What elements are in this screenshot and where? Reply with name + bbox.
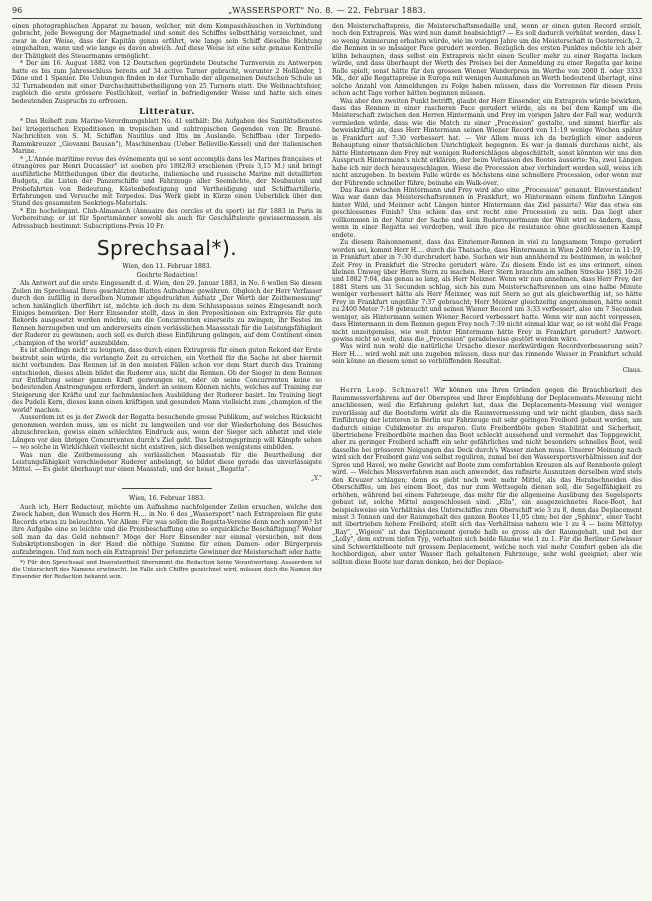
addressee-name: Herrn Leop. Schmarel! <box>340 387 430 395</box>
letter1-paragraph-1: Als Antwort auf die erste Eingesandt d. d. Wien, den 29. Januar 1883, in No. 6 wollen Sie diesen Zeilen im Sprechsaal Ihres geschätzten Blattes Aufnahme gewähren. Obgleich der Herr Verfasser durch den zufällig in derselben Nummer abgedruckten Aufsatz „Der Werth der Zeitbemessung" schon hinlänglich überführt ist, möchte ich doch zu dem Schlusspassus seines Eingesandt noch Einiges bemerken. Der Herr Einsender stellt, dass in den Propositionen ein Extrapreis für gute Rekords ausgesetzt werden möchte, um die Concurrenten einerseits zu zwingen, ihr Bestes im Rennen herzugeben und um andererseits einen verlässlichen Maassstab für die Leistungsfähigkeit der Ruderer zu gewinnen; auch soll es durch diese Einführung gelingen, auf dem Continent einen „champion of the world" auszubilden. <box>12 280 322 347</box>
page-header <box>12 6 642 19</box>
turnverein-paragraph: * Der am 16. August 1882 von 12 Deutschen gegründete Deutsche Turnverein zu Antwerpen hatte es bis zum Jahresschluss bereits auf 34 active Turner gebracht, worunter 2 Holländer, 1 Däne und 1 Spanier. Die Uebungen finden in der Turnhalle der allgemeinen Deutschen Schule an 32 Turnabenden mit einer Durchschnittsbetheiligung von 25 Turnern statt. Die Weihnachtsfeier, zugleich die erste grössere Festlichkeit, verlief in befriedigender Weise und hatte sich eines bedeutenden Zuspruchs zu erfreuen. <box>12 60 322 105</box>
claus-signature: Claus. <box>622 366 642 374</box>
right-paragraph-4: Zu diesem Raisonnement, dass das Einriemer-Rennen in viel zu langsamem Tempo gerudert worden sei, kommt Herr H…. durch die Thatsache, dass Hintermann in Wien 2400 Meter in 11:19, in Frankfurt aber in 7:30 durchrudert habe. Suchen wir nun annähernd zu bestimmen, in welcher Zeit Frey in Frankfurt die Strecke gerudert wäre. Zu diesem Ende ist es uns erinnert, einen kleinen Umweg über Herrn Stern zu machen. Herr Stern brauchte am selben Strecke 1881 10:26 und 1882 7:04, das genau so lang, als Herr Meixner. Wenn wir nun annehmen, dass Herr Frey, der 1881 Stern um 31 Secunden schlug, sich bis zum Meisterschaftsrennen um eine halbe Minute weniger verbessert hätte als Herr Meixner, was mit Stern so gut als gleichwerthig ist, so hätte Frey in Frankfurt ungefähr 7:37 gebraucht; Herr Meixner gleichzeitig angenommen, hätte somit zu 2400 Meter 7:18 gebraucht und seinen Wiener Record um 3:33 verbessert, also um 7 Secunden weniger, als Hintermann seinen Wiener Record verbessert hatte. Wenn wir nun nicht vergessen, dass Hintermann in dem Rennen gegen Frey noch 7:39 nicht einmal klar war, so ist wohl die Frage nicht unzeitgemäss, wie weit hinter Hintermann hätte Frey in Frankfurt gerudert? Antwort: gewiss nicht so weit, dass die „Procession" geradelweise gestört worden wäre. <box>332 239 642 344</box>
litteratur-item-2: * „L'Année maritime revue des événements qui se sont accomplis dans les Marines françaises et étrangères par Henri Ducassier" ist soeben pro 1882/83 erschienen (Preis 3,15 M.) und bringt ausführliche Mittheilungen über die deutsche, italienische und russische Marine mit detaillirten Budgets, die Listen der Panzerschiffe und Fahrzeuge aller Seemächte, der Neubauten und Probefahrten von Bedeutung, Küstenbefestigung und Vertheidigung und Schiffsartillerie, Erfahrungen und Versuche mit Torpedos. Das Werk giebt in Kürze einen Ueberblick über den Stand des gesammten Seekriegs-Materials. <box>12 155 322 208</box>
right-paragraph-5: Was wird nun wohl die natürliche Ursache dieser merkwürdigen Recordverbesserung sein? Herr H…. wird wohl mit uns zugeben müssen, dass nur das rinnende Wasser in Frankfurt schuld sein könne an diesem sonst so verblüffenden Resultat. <box>332 343 642 366</box>
running-title: „WASSERSPORT" No. 8. — 22. Februar 1883. <box>228 6 426 15</box>
sprechsaal-heading: Sprechsaal*). <box>96 236 238 261</box>
letter1-dateline: Wien, den 11. Februar 1883. <box>122 263 212 271</box>
litteratur-heading: Litteratur. <box>139 106 195 117</box>
right-paragraph-3: Das Race zwischen Hintermann und Frey wird also eine „Procession" genannt. Einverstanden! Was war dann das Meisterschaftsrennen in Frankfurt, wo Hintermann einem fünfzehn Längen hinter Wild, und Meixner acht Längen hinter Hintermann das Ziel passirte? War das etwa ein geschlossenes Finish? Uns schien das erst recht eine Procession zu sein. Das liegt aber vollkommen in der Natur der Sache und kein Ruderreportmann der Welt wird es ändern, dass, wenn in einer Regatta sei verdorben, weil ihre pice de resistance ohne geschlossenen Kampf endete. <box>332 186 642 239</box>
page-number: 96 <box>12 6 23 15</box>
litteratur-item-1: * Das Beiheft zum Marine-Verordnungsblatt No. 41 enthält: Die Aufgaben des Sanitätsdienstes bei kriegerischen Expeditionen in tropischen und subtropischen Gegenden von Dr. Brauné. Nachrichten von S. M. Schiffen Nautilus und Iltis im Auslande. Schiffbau (der Torpedo-Rammkreuzer „Giovanni Bausan"), Maschinenbau (Ueber Belleville-Kessel) und der italienischen Marine. <box>12 118 322 156</box>
letter2-dateline: Wien, 16. Februar 1883. <box>129 495 205 503</box>
right-column <box>332 23 642 901</box>
intro-paragraph: einen photographischen Apparat zu bauen, welcher, mit dem Kompasshäuschen in Verbindung gebracht, jede Bewegung der Magnetnadel und somit des Schiffes selbstthätig verzeichnet, und zwar in der Weise, dass der Kapitän genau erfährt, wie lange sein Schiff dieselbe Richtung eingehalten, wann und wie lange es davon abwich. Auf diese Weise ist eine sehr genaue Kontrolle der Thätigkeit des Steuermanns ermöglicht. <box>12 23 322 60</box>
letter1-salutation: Geehrte Redaction! <box>136 271 198 279</box>
letter1-paragraph-2: Es ist allerdings nicht zu leugnen, dass durch einen Extrapreis für einen guten Rekord der Erste bestrebt sein würde, die verlangte Zeit zu erreichen, ein Vortheil für die Sache ist aber hiermit nicht verbunden. Das Rennen ist in den meisten Fällen schon vor dem Start durch das Training entschieden, dieses allein bildet die Ruderer aus, nicht die Rennen. Ob der Sieger in dem Rennen zur Entfaltung seiner ganzen Kraft gezwungen ist, oder ob seine Concurrenten keine so bedeutenden Anstrengungen erfordern, ändert an seinem Können nichts, welches auf Training zur Steigerung der Kräfte und zur fachmännischen Ausbildung der Ruderer basirt. Im Training liegt des Pudels Kern, dieses kann einen kräftigen und gesunden Mann vielleicht zum „champion of the world" machen. <box>12 347 322 414</box>
letter1-paragraph-3: Ausserdem ist es ja der Zweck der Regatta besuchende grosse Publikum, auf welches Rücksicht genommen werden muss, um es nicht zu langweilen und vor der Wiederholung des Besuches abzuschrecken, gewiss einen schlechten Eindruck aus, wenn der Sieger sich abhetzt und viele Längen vor den übrigen Concurrenten durch's Ziel geht. Das Leistungsprinzip will Kämpfe sehen — wo solche in Wirklichkeit vielleicht nicht existiren, sich dieselben wenigstens einbilden. <box>12 414 322 452</box>
letter1-signature: „Y." <box>311 474 322 482</box>
left-column <box>12 23 322 901</box>
right-paragraph-1: den Meisterschaftspreis, die Meisterschaftsmedaille und, wenn er einen guten Record erzielt, noch den Extrapreis. Was wird nun damit beabsichtigt? — Es soll dadurch verhütet werden, dass I. so wenig Animierung erhalten würde, wie im vorigen Jahre um die Meisterschaft in Oesterreich, 2. die Rennen in so mässiger Pace gerudert werden. Bezüglich des ersten Punktes möchte ich aber kühn behaupten, dass selbst ein Extrapreis nicht einen Sculler mehr zu einer Regatta locken würde, und dass überhaupt der Werth des Preises bei der Anmeldung zu einer Regatta gar keine Rolle spielt, sonst hätte für den grossen Wiener Wanderpreis im Werthe von 2000 fl. oder 3333 Mk., der alle Regattapreise in Europa mit wenigen Ausnahmen an Werth bedeutend übertagt, eine solche Anzahl von Anmeldungen zu Folge haben müssen, dass die Vorrennen für diesen Preis schon acht Tage vorher hätten beginnen müssen. <box>332 23 642 98</box>
right-paragraph-2: Was aber den zweiten Punkt betrifft, glaubt der Herr Einsender, ein Extrapreis würde bewirken, dass das Rennen in einer rascheren Pace gerudert würde, als es bei dem Kampf um die Meisterschaft zwischen den Herren Hintermann und Frey im vorigen Jahre der Fall war, wodurch vermieden würde, dass wie die Match zu einer „Procession" gestalte, und nimmt hierfür als beweiskräftig an, dass Herr Hintermann seinen Wiener Record von 11:19 wenige Wochen später in Frankfurt auf 7:30 verbessert hat. — Vor Allem muss ich da bezüglich einer anderen Behauptung einer thatsächlichen Unrichtigkeit begegnen. Es war ja damals durchaus nicht, als hätte Hintermann den Frey mit wenigen Ruderschlägen abgeschüttelt, sonst könnten wir uns den Ausspruch Hintermann's nicht erklären, der beim Verlassen des Bootes äusserte: Na, zwei Längen habe ich mir doch herausgeschlagen. Wiese die Procession aber verhindert werden soll, weiss ich nicht anzugeben. In bestem Falle würde es höchstens eine schnellere Procession, oder wenn nur der Führende schneller führe, beinahe ein Walk-over. <box>332 97 642 187</box>
right-divider <box>442 380 532 381</box>
columns <box>12 23 642 901</box>
letter2-paragraph: Auch ich, Herr Redacteur, möchte um Aufnahme nachfolgender Zeilen ersuchen, welche den Zweck haben, den Wunsch des Herrn H…. in No. 6 des „Wassersport" nach Extrapreisen für gute Records etwas zu beleuchten. Vor Allem: Für was sollen die Regatta-Vereine denn noch sorgen? Ist ihre Aufgabe eine so leichte und die Preisbeschaffung eine so erquickliche Beschäftigung? Woher soll man da das Geld nehmen? Möge der Herr Einsender nur einmal versuchen, mit dem Subskriptionsbogen in der Hand die nöthige Summe für einen Damen- oder Bürgerpreis aufzubringen. Und nun noch ein Extrapreis! Der potenzirte Gewinner der Meisterschaft oder hatte <box>12 503 322 556</box>
right-paragraph-6-text: Wir können uns Ihren Gründen gegen die Brauchbarkeit des Raummessverfahrens auf der Oberspree und Ihrer Empfehlung der Deplacements-Messung nicht anschliessen, weil die Erfahrung gelehrt hat, dass die Deplacements-Messung viel weniger zuverlässig auf die Bootsform wirkt als die Raumvermessung und wir nicht glauben, dass nach Einführung der letzteren in Berlin nur Fahrzeuge mit sehr geringen Freibord gebaut werden, um dadurch einige Cubikmeter zu ersparen. Gute Freibordböte geben Stabilität und Sicherheit, übertriebene Freibordböte machen das Boot schleckt aussehend und vermehrt das Toppgewicht, aber zu geringer Freibord schafft ein sehr gefährliches und nicht besonders schnelles Boot, weil dasselbe bei grösseren Neigungen das Deck durch's Wasser ziehen muss. Unserer Meinung nach wird sich der Freibord ganz von selbst reguliren, zumal bei den Wassersportsverhältnissen auf der Spree und Havel, wo mehr Gewicht auf Boote zum comfortablen Kreuzen als auf Rennboote gelegt wird. — Welches Messverfahren man auch anwendet, das rafinirte Ausnutzen derselben wird stets den Kreuzer schlagen; denn es giebt noch weit mehr Mittel, als das Herabschneiden des Oberschiffes, um bei einem Boot, das nur zum Wettsegeln dienen soll, die Segelfähigkeit zu erhöhen, während bei einem Fahrzeuge, das mehr für die allgemeine Ausübung des Segelsports gebaut ist, solche Mittel ausgeschlossen sind. „Ella", ein ausgezeichnetes Race-Boot, hat beispielsweise ein Verhältniss des Unterschiffes zum Oberschiff wie 3 zu 8, denn das Deplacement misst 3 Tonnen und der Raumgehalt des ganzen Bootes 11,05 cbm; bei der „Sphinx", einer Yacht mit übertrieben hohem Freibord, stellt sich das Verhältniss nahezu wie 1 zu 4 — beim Mittelyp „Ray", „Wigeon" ist das Deplacement gerade halb so gross als der Raumgehalt, und bei der „Lolly", dem extrem tiefen Typ, verhalten sich beide Räume wie 1 zu 1. Für die Berliner Gewässer sind Schwertkielboote mit grossem Deplacement, welche noch viel mehr Comfort geben als die hochbordigen, aber unter Wasser flach gehaltenen Fahrzeuge, sehr wohl geeignet; aber wie sollten diese Boote nur daran denken, bei der Deplace- <box>332 387 642 566</box>
footnote: *) Für den Sprechsaal und Inseratentheil übernimmt die Redaction keine Verantwortung. Ausserdem ist die Unterschrift des Namens erwünscht. Im Falle sich Chiffre gezeichnet wird, müssen doch die Namen der Einsender der Redaction bekannt sein. <box>12 556 322 580</box>
right-paragraph-6 <box>332 387 642 566</box>
letter1-paragraph-4: Was nun die Zeitbemessung als verlässlichen Maassstab für die Beurtheilung der Leistungsfähigkeit verschiedener Ruderer anbelangt, so bildet diese gerade das unverlässigste Mittel. — Es giebt überhaupt nur einen Maasstab, und der heisst „Regatta". <box>12 451 322 474</box>
litteratur-item-3: * Ein hochelegant. Club-Almanach (Annuaire des cercles et du sport) ist für 1883 in Paris in Vorbereitung; er ist für Sportsmänner sowohl als auch für Geschäftsleute gewissermassen als Adressbuch bestimmt. Subscriptions-Preis 10 Fr. <box>12 207 322 230</box>
section-divider <box>122 488 212 489</box>
